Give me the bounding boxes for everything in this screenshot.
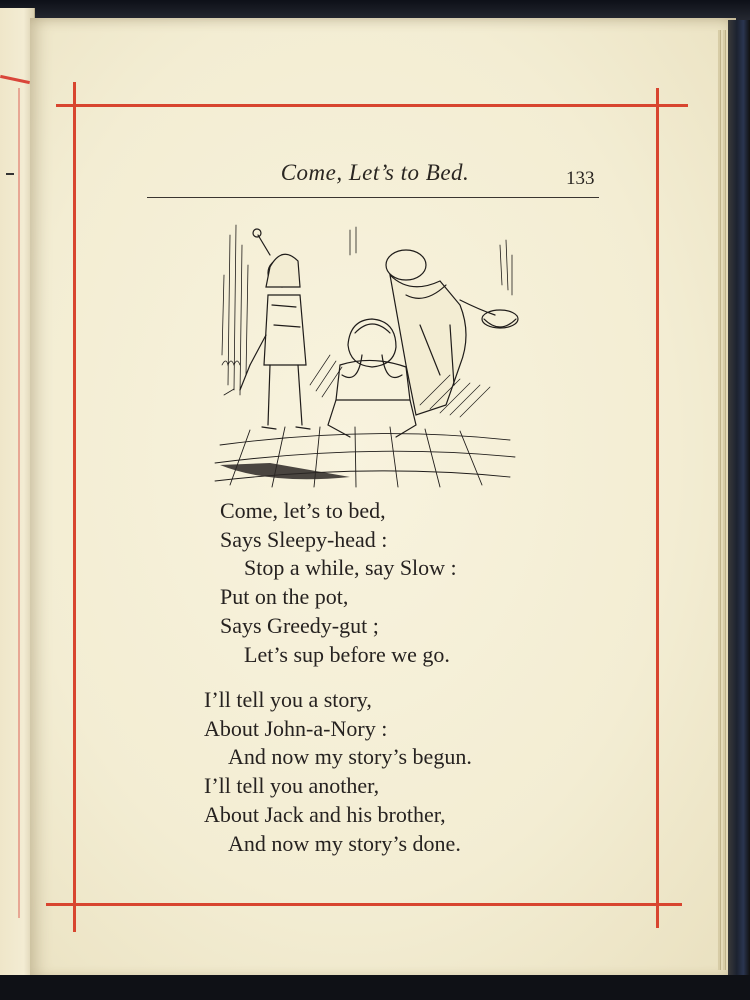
previous-page-mark bbox=[6, 173, 14, 175]
verse-line: And now my story’s begun. bbox=[228, 744, 472, 770]
verse-line: I’ll tell you another, bbox=[204, 773, 380, 799]
verse-line: I’ll tell you a story, bbox=[204, 687, 372, 712]
verse-line: About Jack and his brother, bbox=[204, 801, 446, 827]
red-border-top bbox=[56, 104, 688, 107]
illustration-children-at-wall bbox=[210, 215, 530, 495]
book-cover-right bbox=[728, 20, 750, 980]
verse-line: Stop a while, say Slow : bbox=[244, 555, 457, 581]
standing-child bbox=[240, 229, 310, 429]
header-rule bbox=[147, 197, 599, 198]
book-cover-bottom bbox=[0, 975, 750, 1000]
verse-line: About John-a-Nory : bbox=[204, 715, 388, 741]
page-number: 133 bbox=[566, 168, 595, 189]
verse-line: Come, let’s to bed, bbox=[220, 498, 386, 523]
verse-line: Says Greedy-gut ; bbox=[220, 612, 379, 638]
running-title: Come, Let’s to Bed. bbox=[280, 160, 470, 185]
previous-page-border-vertical bbox=[18, 88, 20, 918]
red-border-bottom bbox=[46, 903, 682, 906]
verse-line: Says Sleepy-head : bbox=[220, 526, 388, 552]
floor-tiles bbox=[215, 427, 515, 487]
verse-line: Put on the pot, bbox=[220, 584, 349, 610]
previous-page-border-fragment bbox=[0, 75, 30, 84]
red-border-left bbox=[73, 82, 76, 932]
red-border-right bbox=[656, 88, 659, 928]
artist-signature bbox=[222, 361, 240, 395]
woman-with-bowl bbox=[386, 250, 518, 415]
wall-hatching bbox=[222, 225, 512, 395]
verse-line: And now my story’s done. bbox=[228, 830, 461, 856]
verse-line: Let’s sup before we go. bbox=[244, 641, 450, 667]
ground-shadow bbox=[220, 463, 350, 479]
